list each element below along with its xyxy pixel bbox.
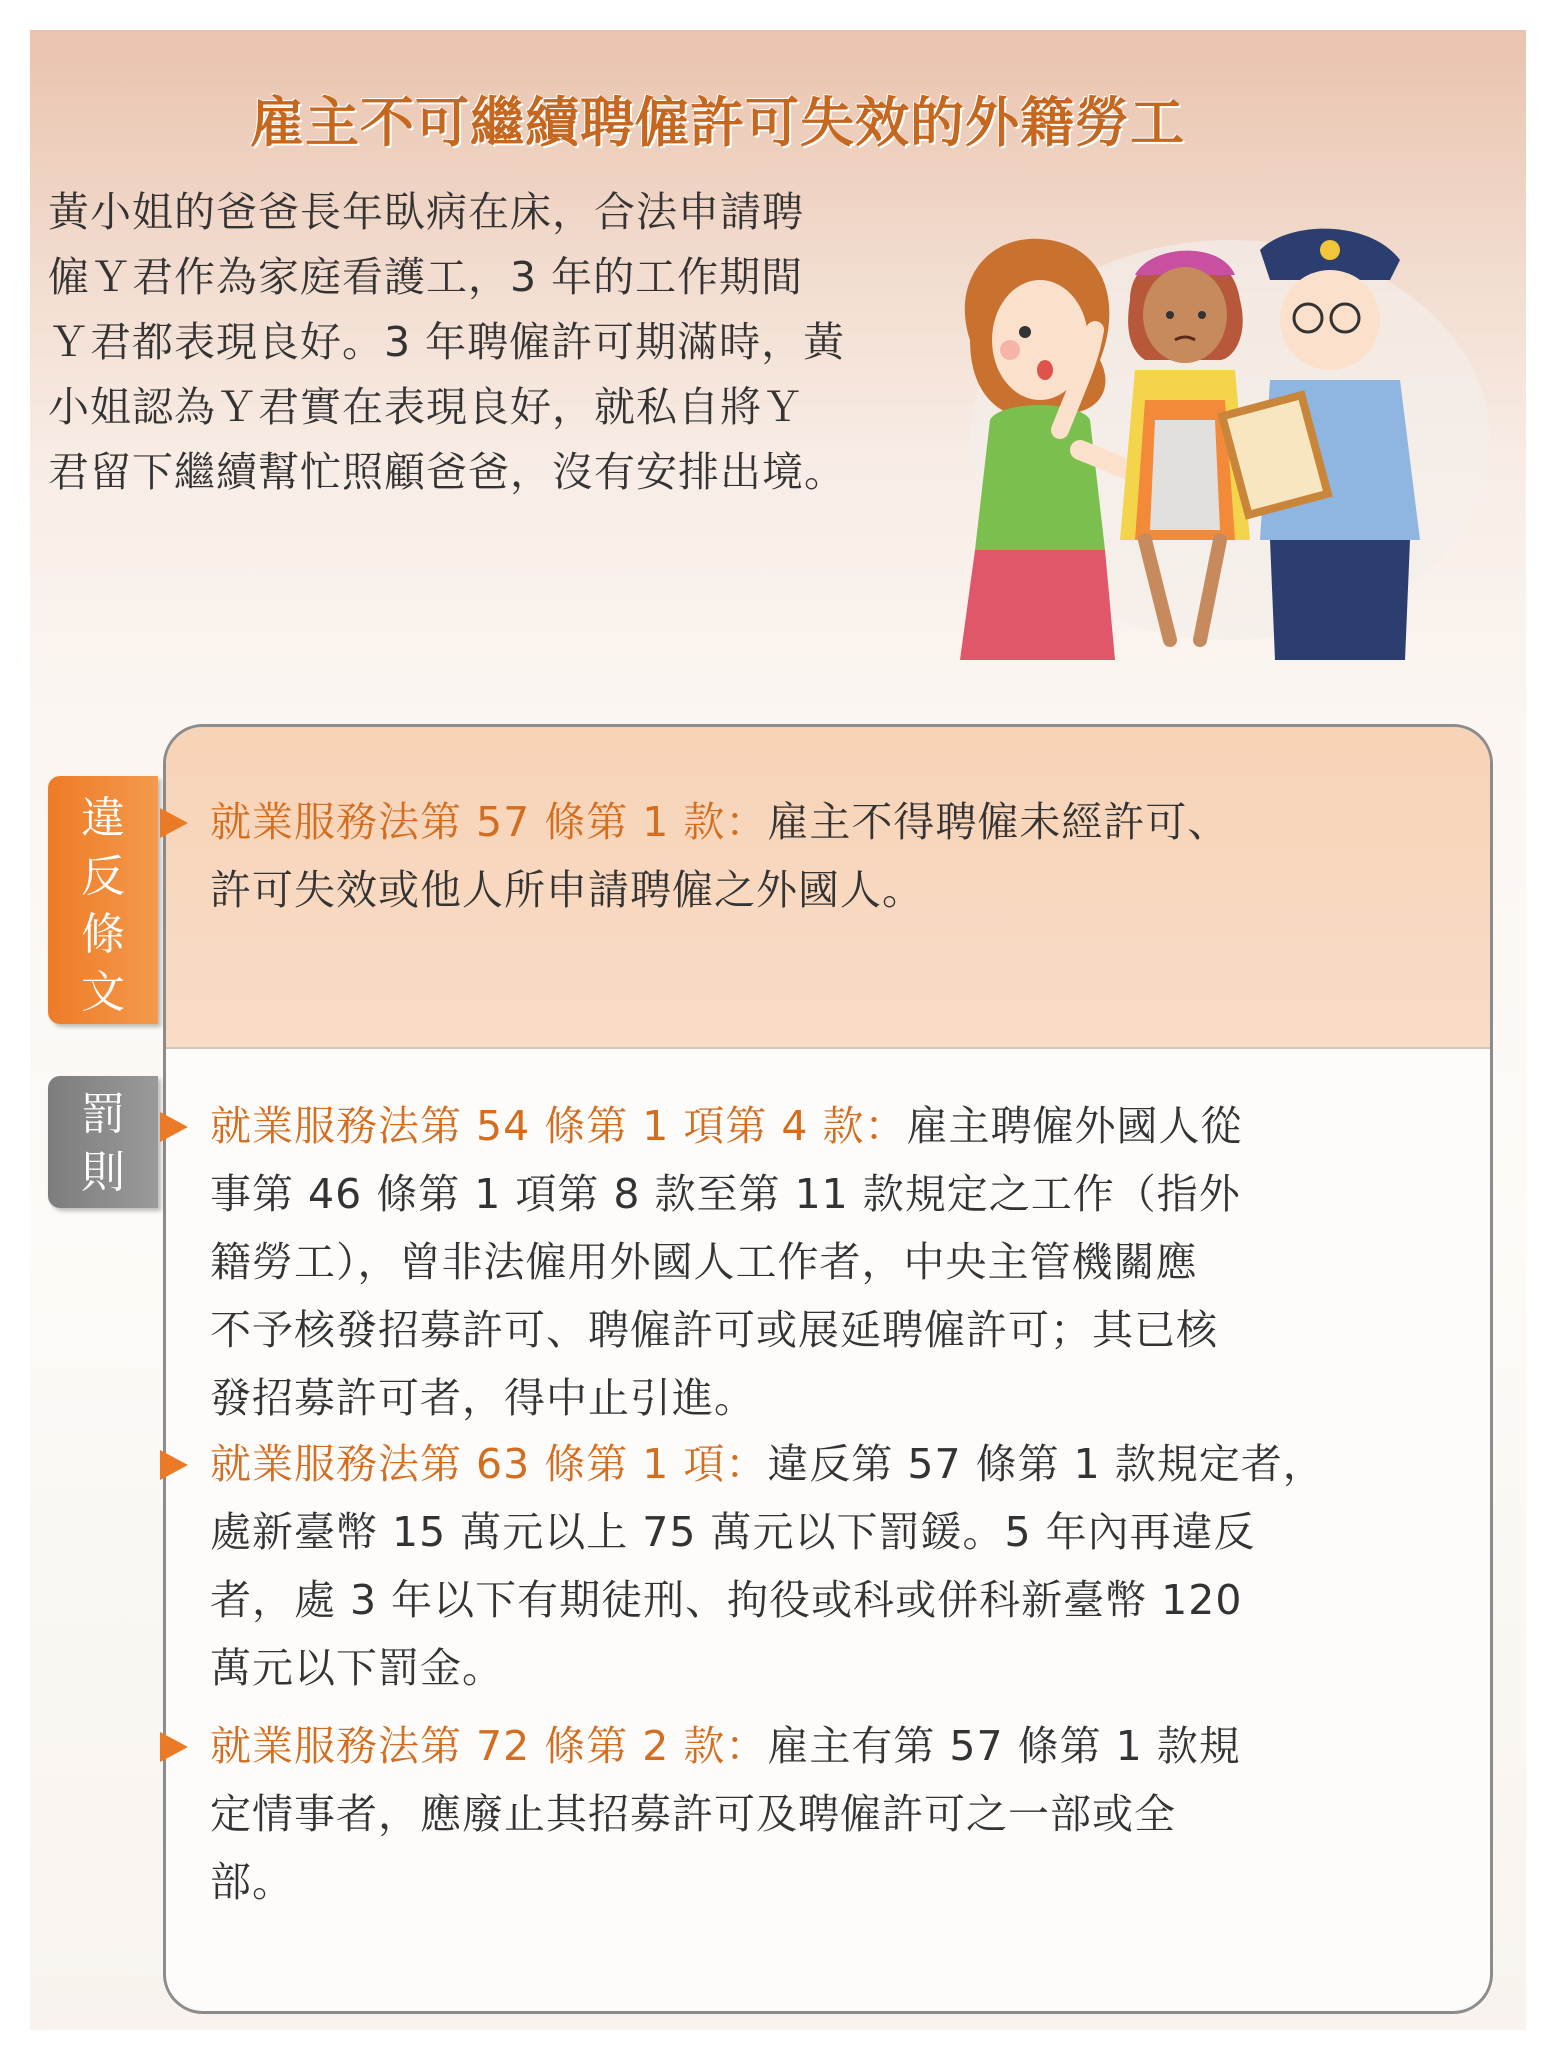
tab-character: 文	[81, 967, 125, 1018]
intro-line: 僱Ｙ君作為家庭看護工，3 年的工作期間	[48, 253, 804, 301]
tab-penalty	[48, 1076, 158, 1208]
law-text: 雇主聘僱外國人從	[906, 1102, 1243, 1150]
cartoon-illustration	[930, 220, 1490, 670]
tab-character: 罰	[81, 1089, 125, 1140]
intro-line: Ｙ君都表現良好。3 年聘僱許可期滿時，黃	[48, 318, 846, 366]
item-line: 者，處 3 年以下有期徒刑、拘役或科或併科新臺幣 120	[210, 1576, 1243, 1624]
triangle-bullet-icon	[160, 1450, 188, 1480]
item-line	[210, 1430, 1455, 1498]
law-reference: 就業服務法第 54 條第 1 項第 4 款：	[210, 1102, 907, 1150]
law-reference: 就業服務法第 63 條第 1 項：	[210, 1440, 768, 1488]
item-line: 發招募許可者，得中止引進。	[210, 1374, 756, 1422]
item-line	[210, 788, 1455, 856]
item-line: 不予核發招募許可、聘僱許可或展延聘僱許可；其已核	[210, 1306, 1218, 1354]
item-line: 許可失效或他人所申請聘僱之外國人。	[210, 866, 924, 914]
triangle-bullet-icon	[160, 1732, 188, 1762]
item-line	[210, 1712, 1455, 1780]
triangle-bullet-icon	[160, 1112, 188, 1142]
item-line: 處新臺幣 15 萬元以上 75 萬元以下罰鍰。5 年內再違反	[210, 1508, 1256, 1556]
penalty-item	[210, 1430, 1455, 1702]
violation-item	[210, 788, 1455, 924]
item-line	[210, 1092, 1455, 1160]
intro-line: 小姐認為Ｙ君實在表現良好，就私自將Ｙ	[48, 383, 804, 431]
law-reference: 就業服務法第 57 條第 1 款：	[210, 798, 768, 846]
item-line: 萬元以下罰金。	[210, 1644, 504, 1692]
triangle-bullet-icon	[160, 808, 188, 838]
tab-character: 條	[81, 909, 125, 960]
tab-character: 則	[81, 1147, 125, 1198]
law-reference: 就業服務法第 72 條第 2 款：	[210, 1722, 768, 1770]
item-line: 事第 46 條第 1 項第 8 款至第 11 款規定之工作（指外	[210, 1170, 1241, 1218]
tab-character: 違	[81, 793, 125, 844]
law-text: 雇主不得聘僱未經許可、	[767, 798, 1230, 846]
law-text: 雇主有第 57 條第 1 款規	[767, 1722, 1241, 1770]
item-line: 部。	[210, 1858, 294, 1906]
penalty-item	[210, 1712, 1455, 1916]
intro-line: 黃小姐的爸爸長年臥病在床，合法申請聘	[48, 188, 804, 236]
page-title: 雇主不可繼續聘僱許可失效的外籍勞工	[250, 91, 1185, 154]
intro-paragraph	[48, 180, 918, 505]
tab-character: 反	[81, 851, 125, 902]
intro-line: 君留下繼續幫忙照顧爸爸，沒有安排出境。	[48, 448, 846, 496]
tab-violation-articles	[48, 776, 158, 1024]
law-text: 違反第 57 條第 1 款規定者，	[767, 1440, 1325, 1488]
item-line: 定情事者，應廢止其招募許可及聘僱許可之一部或全	[210, 1790, 1176, 1838]
penalty-item	[210, 1092, 1455, 1432]
item-line: 籍勞工），曾非法僱用外國人工作者，中央主管機關應	[210, 1238, 1198, 1286]
